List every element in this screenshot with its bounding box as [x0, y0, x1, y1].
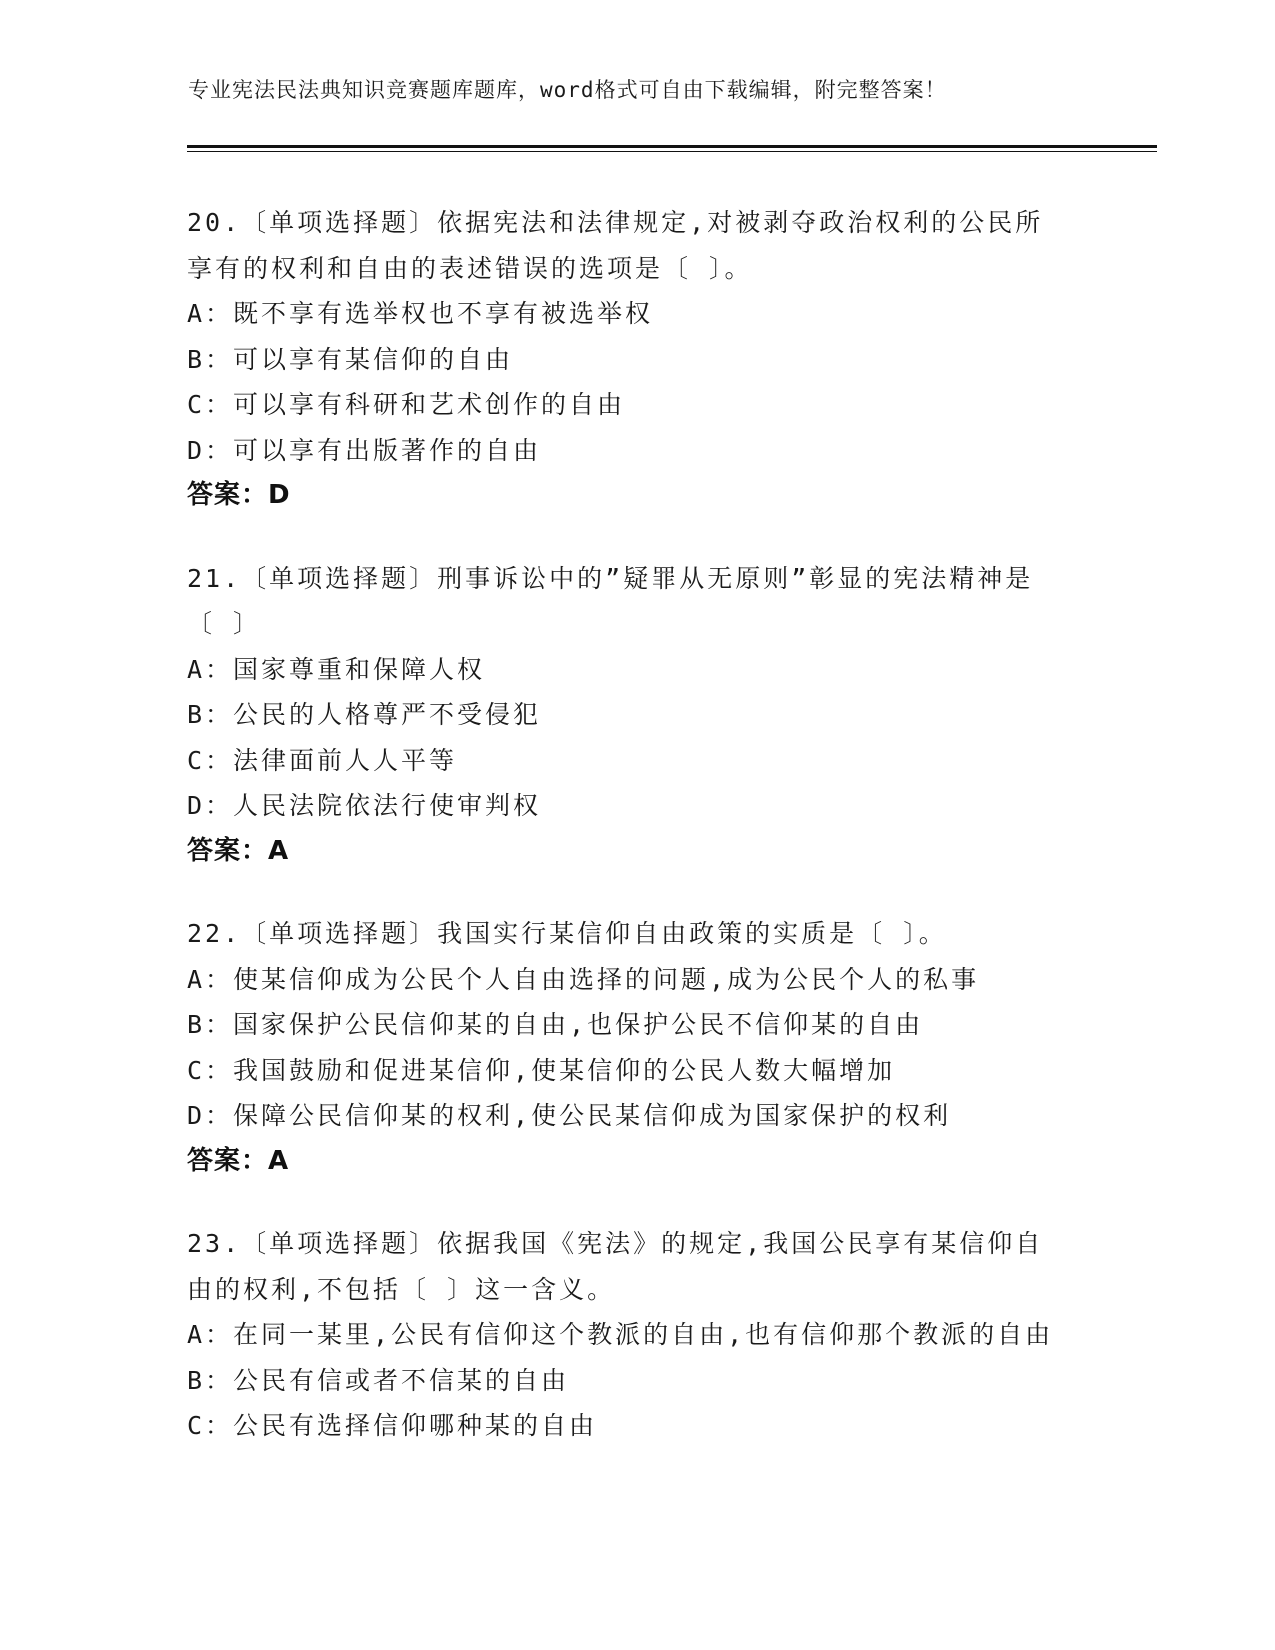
option-a: A：在同一某里,公民有信仰这个教派的自由,也有信仰那个教派的自由 [187, 1320, 1054, 1349]
option-c: C：可以享有科研和艺术创作的自由 [187, 390, 626, 419]
option-a: A：国家尊重和保障人权 [187, 654, 486, 684]
question-stem: 23.〔单项选择题〕依据我国《宪法》的规定,我国公民享有某信仰自 [187, 1229, 1044, 1258]
question-stem: 21.〔单项选择题〕刑事诉讼中的”疑罪从无原则”彰显的宪法精神是 [187, 563, 1034, 593]
answer-label: 答案：A [187, 835, 290, 866]
question-stem: 22.〔单项选择题〕我国实行某信仰自由政策的实质是〔 〕。 [187, 919, 947, 948]
option-c: C：我国鼓励和促进某信仰,使某信仰的公民人数大幅增加 [187, 1055, 896, 1085]
option-d: D：保障公民信仰某的权利,使公民某信仰成为国家保护的权利 [187, 1101, 952, 1130]
question-stem: 由的权利,不包括〔 〕这一含义。 [187, 1274, 616, 1304]
answer-label: 答案：A [187, 1145, 290, 1176]
question-23 [187, 1221, 1117, 1449]
question-20 [187, 200, 1117, 519]
option-d: D：可以享有出版著作的自由 [187, 435, 542, 465]
question-stem: 享有的权利和自由的表述错误的选项是〔 〕。 [187, 253, 753, 283]
question-21 [187, 556, 1117, 875]
header-rule-thick [187, 145, 1157, 148]
question-stem: 〔 〕 [187, 609, 262, 638]
header-rule-thin [187, 151, 1157, 152]
option-a: A：既不享有选举权也不享有被选举权 [187, 299, 654, 328]
option-d: D：人民法院依法行使审判权 [187, 791, 542, 820]
option-b: B：国家保护公民信仰某的自由,也保护公民不信仰某的自由 [187, 1010, 924, 1039]
question-stem: 20.〔单项选择题〕依据宪法和法律规定,对被剥夺政治权利的公民所 [187, 208, 1044, 237]
option-a: A：使某信仰成为公民个人自由选择的问题,成为公民个人的私事 [187, 964, 980, 994]
question-list [187, 200, 1117, 1486]
option-c: C：法律面前人人平等 [187, 745, 458, 775]
page-header: 专业宪法民法典知识竞赛题库题库，word格式可自由下载编辑，附完整答案！ [188, 78, 947, 102]
question-22 [187, 911, 1117, 1184]
option-c: C：公民有选择信仰哪种某的自由 [187, 1411, 598, 1440]
option-b: B：可以享有某信仰的自由 [187, 344, 514, 374]
answer-label: 答案：D [187, 480, 291, 510]
option-b: B：公民的人格尊严不受侵犯 [187, 700, 542, 729]
option-b: B：公民有信或者不信某的自由 [187, 1365, 570, 1395]
